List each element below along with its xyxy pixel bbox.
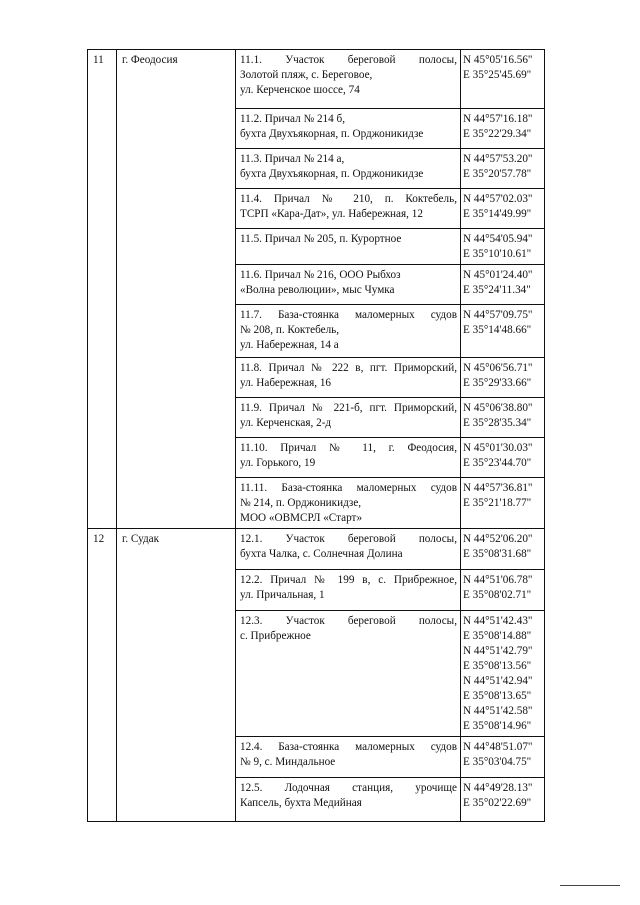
description-line: 12.5. Лодочная станция, урочище: [240, 782, 457, 794]
location-description-cell: [236, 570, 461, 611]
coordinate-value: E 35°08'02.71": [463, 589, 532, 601]
coordinate-value: N 44°51'42.43": [463, 615, 533, 627]
coordinate-value: N 44°57'09.75": [463, 309, 533, 321]
coordinates-cell: [461, 265, 545, 305]
coordinate-value: E 35°29'33.66": [463, 377, 532, 389]
description-line: 11.8. Причал № 222 в, пгт. Приморский,: [240, 362, 457, 374]
description-line: Капсель, бухта Медийная: [240, 797, 362, 809]
coordinate-value: E 35°03'04.75": [463, 756, 532, 768]
location-description-cell: [236, 50, 461, 109]
description-line: 11.7. База-стоянка маломерных судов: [240, 309, 457, 321]
coordinate-value: N 44°51'42.79": [463, 645, 533, 657]
location-description-cell: [236, 737, 461, 778]
coordinate-value: N 44°57'16.18": [463, 113, 533, 125]
description-line: 12.2. Причал № 199 в, с. Прибрежное,: [240, 574, 457, 586]
coordinate-value: N 44°57'36.81": [463, 482, 533, 494]
location-description-cell: [236, 529, 461, 570]
coordinate-value: E 35°14'48.66": [463, 324, 532, 336]
coordinate-value: E 35°23'44.70": [463, 457, 532, 469]
coordinate-value: N 44°51'06.78": [463, 574, 533, 586]
group-number-cell: 11: [88, 50, 117, 529]
location-description-cell: [236, 398, 461, 438]
description-line: ул. Причальная, 1: [240, 589, 325, 601]
description-line: 11.9. Причал № 221-б, пгт. Приморский,: [240, 402, 457, 414]
description-line: бухта Двухъякорная, п. Орджоникидзе: [240, 168, 424, 180]
coordinates-cell: [461, 438, 545, 478]
coordinate-value: E 35°25'45.69": [463, 69, 532, 81]
coordinate-value: N 44°48'51.07": [463, 741, 533, 753]
description-line: 11.6. Причал № 216, ООО Рыбхоз: [240, 269, 401, 281]
coordinate-value: E 35°22'29.34": [463, 128, 532, 140]
coordinate-value: E 35°20'57.78": [463, 168, 532, 180]
coordinate-value: E 35°10'10.61": [463, 248, 532, 260]
coordinates-cell: [461, 109, 545, 149]
coordinates-cell: [461, 50, 545, 109]
group-number-cell: 12: [88, 529, 117, 822]
coordinate-value: E 35°08'31.68": [463, 548, 532, 560]
description-line: ул. Набережная, 14 а: [240, 339, 339, 351]
description-line: с. Прибрежное: [240, 630, 311, 642]
coordinate-value: E 35°08'13.56": [463, 660, 532, 672]
location-description-cell: [236, 109, 461, 149]
description-line: 11.1. Участок береговой полосы,: [240, 54, 457, 66]
description-line: Золотой пляж, с. Береговое,: [240, 69, 373, 81]
description-line: бухта Чалка, с. Солнечная Долина: [240, 548, 403, 560]
coordinate-value: N 45°01'30.03": [463, 442, 533, 454]
coordinates-cell: [461, 570, 545, 611]
coordinates-cell: [461, 529, 545, 570]
location-description-cell: [236, 265, 461, 305]
coordinate-value: N 45°06'56.71": [463, 362, 533, 374]
group-city-cell: г. Феодосия: [117, 50, 236, 529]
location-description-cell: [236, 305, 461, 358]
coordinate-value: E 35°21'18.77": [463, 497, 532, 509]
location-description-cell: [236, 358, 461, 398]
coordinates-cell: [461, 398, 545, 438]
coordinate-value: N 44°51'42.94": [463, 675, 533, 687]
coordinate-value: N 45°06'38.80": [463, 402, 533, 414]
location-description-cell: [236, 611, 461, 737]
location-description-cell: [236, 149, 461, 189]
registry-table: [87, 49, 545, 822]
description-line: 11.10. Причал № 11, г. Феодосия,: [240, 442, 457, 454]
location-description-cell: [236, 778, 461, 822]
coordinates-cell: [461, 149, 545, 189]
coordinates-cell: [461, 358, 545, 398]
description-line: 12.1. Участок береговой полосы,: [240, 533, 457, 545]
description-line: № 214, п. Орджоникидзе,: [240, 497, 362, 509]
coordinate-value: E 35°28'35.34": [463, 417, 532, 429]
location-description-cell: [236, 478, 461, 529]
coordinate-value: E 35°08'14.96": [463, 720, 532, 732]
description-line: 11.11. База-стоянка маломерных судов: [240, 482, 457, 494]
description-line: МОО «ОВМСРЛ «Старт»: [240, 512, 363, 524]
coordinate-value: N 45°05'16.56": [463, 54, 533, 66]
coordinates-cell: [461, 189, 545, 229]
description-line: 12.3. Участок береговой полосы,: [240, 615, 457, 627]
coordinate-value: N 44°57'53.20": [463, 153, 533, 165]
coordinate-value: E 35°02'22.69": [463, 797, 532, 809]
group-city-cell: г. Судак: [117, 529, 236, 822]
description-line: «Волна революции», мыс Чумка: [240, 284, 395, 296]
description-line: ул. Набережная, 16: [240, 377, 332, 389]
coordinate-value: N 44°49'28.13": [463, 782, 533, 794]
description-line: № 208, п. Коктебель,: [240, 324, 340, 336]
coordinate-value: E 35°24'11.34": [463, 284, 531, 296]
coordinate-value: N 45°01'24.40": [463, 269, 533, 281]
description-line: № 9, с. Миндальное: [240, 756, 336, 768]
description-line: ул. Керченская, 2-д: [240, 417, 332, 429]
registry-table-body: [88, 50, 545, 822]
coordinates-cell: [461, 737, 545, 778]
description-line: 11.4. Причал № 210, п. Коктебель,: [240, 193, 457, 205]
coordinate-value: N 44°57'02.03": [463, 193, 533, 205]
coordinate-value: N 44°54'05.94": [463, 233, 533, 245]
coordinate-value: E 35°14'49.99": [463, 208, 532, 220]
coordinate-value: E 35°08'13.65": [463, 690, 532, 702]
location-description-cell: [236, 189, 461, 229]
description-line: 11.5. Причал № 205, п. Курортное: [240, 233, 402, 245]
description-line: ул. Горького, 19: [240, 457, 316, 469]
description-line: ТСРП «Кара-Дат», ул. Набережная, 12: [240, 208, 423, 220]
coordinates-cell: [461, 478, 545, 529]
table-row: [88, 529, 545, 570]
description-line: 11.3. Причал № 214 а,: [240, 153, 345, 165]
description-line: 11.2. Причал № 214 б,: [240, 113, 346, 125]
location-description-cell: [236, 438, 461, 478]
coordinate-value: E 35°08'14.88": [463, 630, 532, 642]
description-line: ул. Керченское шоссе, 74: [240, 84, 360, 96]
description-line: бухта Двухъякорная, п. Орджоникидзе: [240, 128, 424, 140]
scan-artifact-line: [560, 885, 620, 886]
coordinates-cell: [461, 305, 545, 358]
table-row: [88, 50, 545, 109]
coordinate-value: N 44°52'06.20": [463, 533, 533, 545]
coordinates-cell: [461, 611, 545, 737]
location-description-cell: [236, 229, 461, 265]
coordinate-value: N 44°51'42.58": [463, 705, 533, 717]
coordinates-cell: [461, 778, 545, 822]
coordinates-cell: [461, 229, 545, 265]
description-line: 12.4. База-стоянка маломерных судов: [240, 741, 457, 753]
